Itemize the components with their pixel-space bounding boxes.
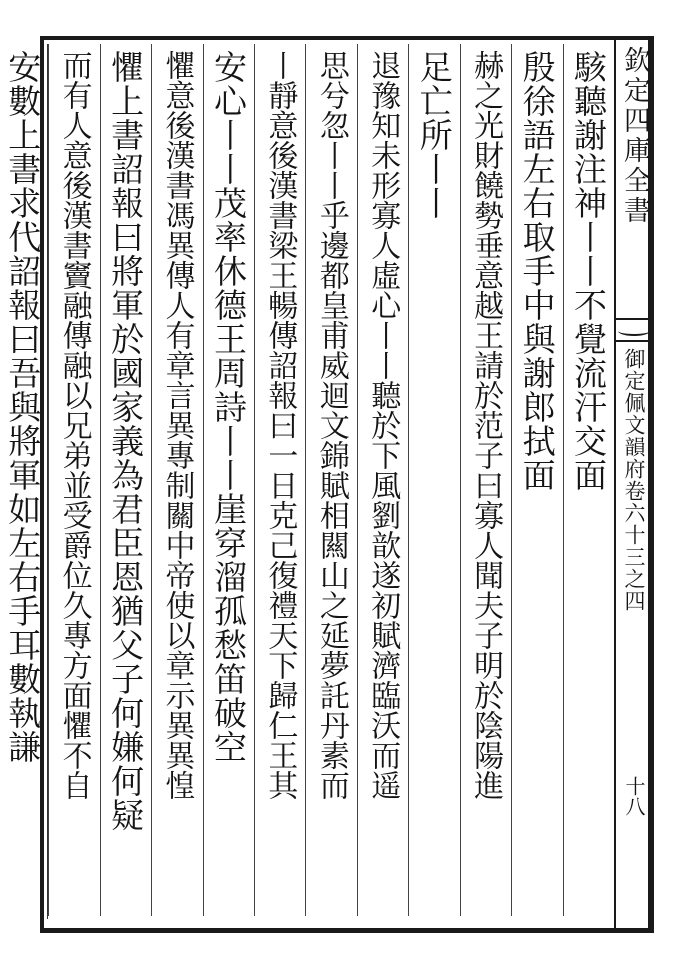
text-column: 殷徐語左右取手中與謝郎拭面 [511, 44, 562, 916]
text-column: 丨靜意後漢書梁王暢傳詔報曰一日克己復禮天下歸仁王其 [254, 44, 305, 916]
fishtail-icon [618, 326, 650, 336]
text-column: 赫之光財饒勢垂意越王請於范子曰寡人聞夫子明於陰陽進 [460, 44, 511, 916]
text-column: 駭聽謝注神丨丨不覺流汗交面 [563, 44, 614, 916]
text-column: 而有人意後漢書竇融傳融以兄弟並受爵位久專方面懼不自 [48, 44, 99, 916]
text-columns [3, 44, 614, 916]
margin-subtitle [616, 348, 652, 612]
text-column: 懼上書詔報曰將軍於國家義為君臣恩猶父子何嫌何疑 [100, 44, 151, 916]
text-column: 足亡所丨丨 [408, 44, 459, 916]
text-column: 思兮忽丨丨乎邊都皇甫威迴文錦賦相闗山之延夢託丹素而 [305, 44, 356, 916]
fishtail-mark [616, 318, 652, 342]
center-margin-strip [614, 36, 652, 929]
page-number: 十八 [622, 776, 646, 816]
sub-title: 御定佩文韻府 [622, 348, 646, 480]
text-column: 安心丨丨茂率休德王周詩丨丨崖穿溜孤愁笛破空 [203, 44, 254, 916]
text-column: 退豫知未形寡人虛心丨丨聽於下風劉歆遂初賦濟臨沃而遥 [357, 44, 408, 916]
text-column: 懼意後漢書馮異傳人有章言異專制關中帝使以章示異異惶 [151, 44, 202, 916]
volume-label: 卷六十三之四 [622, 480, 646, 612]
text-column: 安數上書求代詔報曰吾與將軍如左右手耳數執謙 [0, 44, 48, 916]
book-title: 欽定四庫全書 [619, 46, 650, 226]
